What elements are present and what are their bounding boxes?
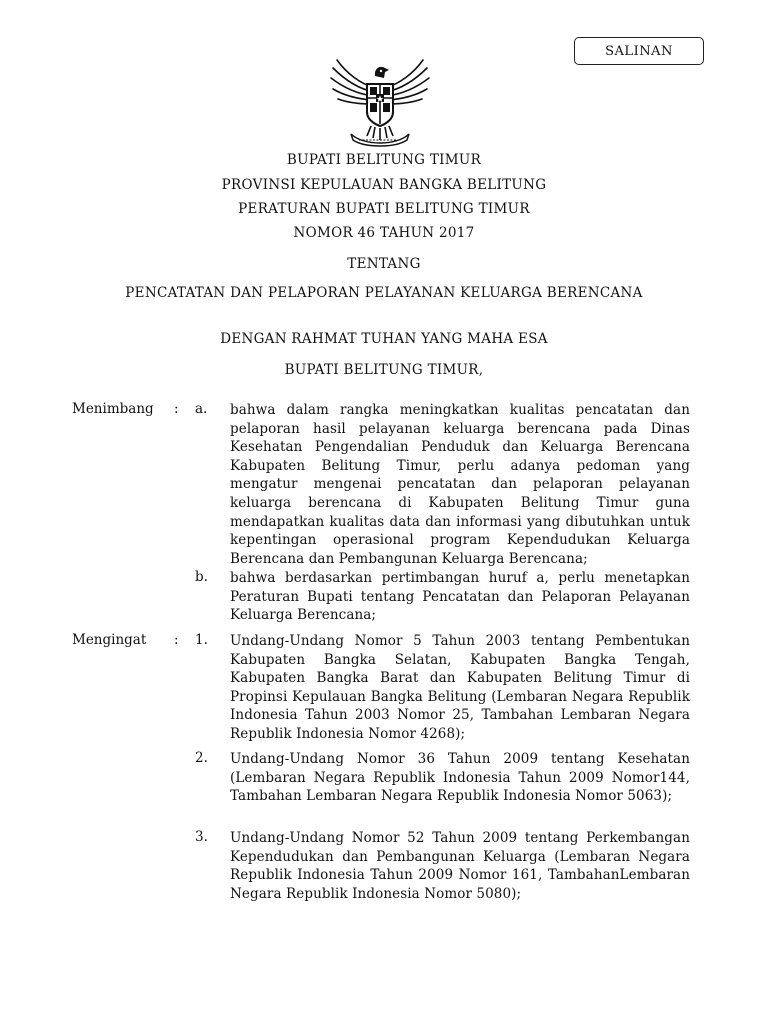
- mengingat-marker-1: 1.: [195, 632, 208, 648]
- regulation-subject: PENCATATAN DAN PELAPORAN PELAYANAN KELUARGA BERENCANA: [125, 285, 643, 301]
- salinan-stamp: SALINAN: [574, 37, 704, 65]
- menimbang-marker-a: a.: [195, 401, 208, 417]
- mengingat-item-3: Undang-Undang Nomor 52 Tahun 2009 tentang Perkembangan Kependudukan dan Pembangunan Keluarga (Lembaran Negara Republik Indonesia Tahun 2009 Nomor 161, TambahanLembaran Negara Republik Indonesia Nomor 5080);: [230, 830, 690, 902]
- garuda-emblem-icon: [325, 56, 435, 148]
- mengingat-item-1: Undang-Undang Nomor 5 Tahun 2003 tentang Pembentukan Kabupaten Bangka Selatan, Kabupaten Bangka Tengah, Kabupaten Bangka Barat dan Kabupaten Belitung Timur di Propinsi Kepulauan Bangka Belitung (Lembaran Negara Republik Indonesia Tahun 2003 Nomor 25, Tambahan Lembaran Negara Republik Indonesia Nomor 4268);: [230, 633, 690, 742]
- menimbang-colon: :: [174, 401, 179, 417]
- mengingat-label: Mengingat: [72, 632, 147, 648]
- mengingat-item-2: Undang-Undang Nomor 36 Tahun 2009 tentang Kesehatan (Lembaran Negara Republik Indonesia Tahun 2009 Nomor144, Tambahan Lembaran Negara Republik Indonesia Nomor 5063);: [230, 751, 690, 805]
- menimbang-item-b: bahwa berdasarkan pertimbangan huruf a, perlu menetapkan Peraturan Bupati tentang Pencatatan dan Pelaporan Pelayanan Keluarga Berencana;: [230, 570, 690, 624]
- mengingat-marker-2: 2.: [195, 750, 208, 766]
- menimbang-label: Menimbang: [72, 401, 154, 417]
- menimbang-item-a: bahwa dalam rangka meningkatkan kualitas pencatatan dan pelaporan hasil pelayanan keluarga berencana pada Dinas Kesehatan Pengendalian Penduduk dan Keluarga Berencana Kabupaten Belitung Timur, perlu adanya pedoman yang mengatur mengenai pencatatan dan pelaporan pelayanan keluarga berencana di Kabupaten Belitung Timur guna mendapatkan kualitas data dan informasi yang dibutuhkan untuk kepentingan operasional program Kependudukan Keluarga Berencana dan Pembangunan Keluarga Berencana;: [230, 402, 690, 567]
- menimbang-marker-b: b.: [195, 569, 208, 585]
- mengingat-marker-3: 3.: [195, 829, 208, 845]
- regent-signoff-heading: BUPATI BELITUNG TIMUR,: [284, 362, 484, 378]
- province-title: PROVINSI KEPULAUAN BANGKA BELITUNG: [221, 177, 547, 193]
- regulation-title: PERATURAN BUPATI BELITUNG TIMUR: [238, 201, 530, 217]
- regulation-number: NOMOR 46 TAHUN 2017: [293, 225, 475, 241]
- tentang-heading: TENTANG: [347, 256, 421, 272]
- blessing-line: DENGAN RAHMAT TUHAN YANG MAHA ESA: [220, 331, 548, 347]
- regent-title: BUPATI BELITUNG TIMUR: [286, 152, 482, 168]
- mengingat-colon: :: [174, 632, 179, 648]
